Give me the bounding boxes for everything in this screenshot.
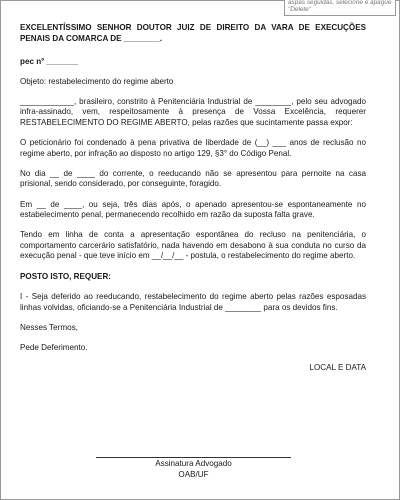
objeto-line: Objeto: restabelecimento do regime aberto — [20, 76, 174, 86]
requests-title: POSTO ISTO, REQUER: — [20, 271, 111, 281]
paragraph-tendo: Tendo em linha de conta a apresentação espontânea do recluso na penitenciária, o comportamento carcerário satisfatório, nada havendo em desabono à sua conduta no curso da execução penal - que teve início em __/__/__ - postula, o restabelecimento do regime aberto. — [20, 230, 366, 261]
signature-block — [96, 457, 291, 480]
petition-heading: EXCELENTÍSSIMO SENHOR DOUTOR JUIZ DE DIREITO DA VARA DE EXECUÇÕES PENAIS DA COMARCA DE ________. — [20, 23, 366, 43]
petition-body — [20, 23, 366, 374]
paragraph-em: Em __ de ____, ou seja, três dias após, o apenado apresentou-se espontaneamente no estabelecimento penal, permanecendo recolhido em razão da suposta falta grave. — [20, 199, 366, 220]
pec-number: pec n° _______ — [20, 57, 79, 67]
signature-oab: OAB/UF — [178, 469, 209, 479]
edit-instruction-note: aspas seguidas, selecione e apague "Delete" — [284, 0, 396, 16]
paragraph-dia: No dia __ de ____ do corrente, o reeducando não se apresentou para pernoite na casa prisional, sendo considerado, por conseguinte, foragido. — [20, 168, 366, 189]
local-e-data: LOCAL E DATA — [309, 362, 366, 372]
request-item-1: I - Seja deferido ao reeducando, restabelecimento do regime aberto pelas razões esposadas linhas volvidas, oficiando-se a Penitenciária Industrial de ________ para os devidos fins. — [20, 292, 366, 312]
closing-termos: Nesses Termos, — [20, 322, 78, 332]
paragraph-intro: ____________, brasileiro, constrito à Penitenciária Industrial de ________, pelo seu advogado infra-assinado, vem, respeitosamente à presença de Vossa Excelência, requerer RESTABELECIMENTO DO REGIME ABERTO, pelas razões que sucintamente passa expor: — [20, 96, 366, 128]
signature-line — [96, 457, 291, 458]
signature-name: Assinatura Advogado — [155, 459, 232, 468]
paragraph-condenado: O peticionário foi condenado à pena privativa de liberdade de (__) ___ anos de reclusão no regime aberto, por infração ao disposto no artigo 129, §3° do Código Penal. — [20, 138, 366, 158]
closing-deferimento: Pede Deferimento. — [20, 342, 88, 352]
